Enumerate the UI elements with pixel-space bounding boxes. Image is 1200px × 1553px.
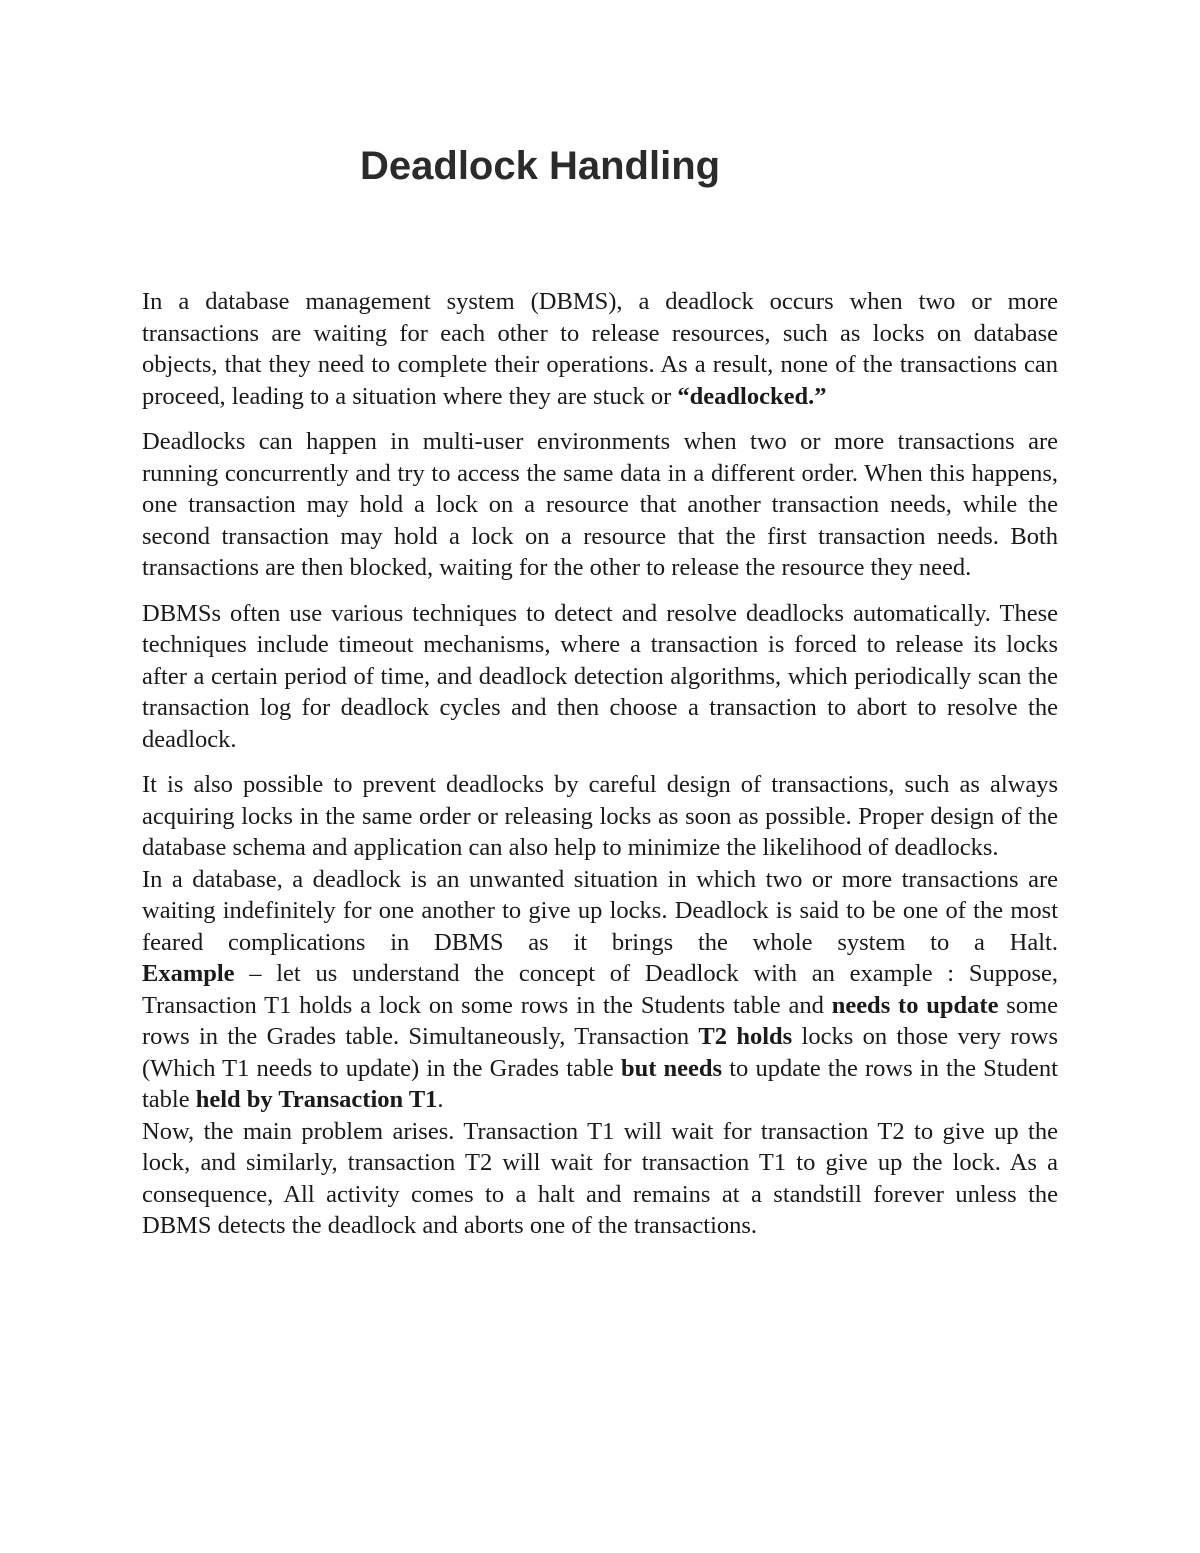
paragraph-detection-techniques: DBMSs often use various techniques to detect and resolve deadlocks automatically. These techniques include timeout mechanisms, where a transaction is forced to release its locks after a certain period of time, and deadlock detection algorithms, which periodically scan the transaction log for deadlock cycles and then choose a transaction to abort to resolve the deadlock. (142, 599, 1058, 753)
deadlocked-term: “deadlocked.” (677, 382, 827, 410)
example-bold-3: but needs (620, 1054, 723, 1082)
paragraph-intro-text: In a database management system (DBMS), a deadlock occurs when two or more transactions are waiting for each other to release resources, such as locks on database objects, that they need to complete their operations. As a result, none of the transactions can proceed, leading to a situation where they are stuck or (142, 288, 1058, 410)
example-text-1: – let us understand the concept of Deadlock with an example : Suppose, Transaction T1 holds a lock on some rows in the Students table and (142, 960, 1058, 1019)
paragraph-consequence: Now, the main problem arises. Transaction T1 will wait for transaction T2 to give up the lock, and similarly, transaction T2 will wait for transaction T1 to give up the lock. As a consequence, All activity comes to a halt and remains at a standstill forever unless the DBMS detects the deadlock and aborts one of the transactions. (142, 1117, 1058, 1239)
paragraph-definition: In a database, a deadlock is an unwanted situation in which two or more transactions are waiting indefinitely for one another to give up locks. Deadlock is said to be one of the most feared complications in DBMS as it brings the whole system to a Halt. (142, 865, 1058, 956)
example-bold-4: held by Transaction T1 (195, 1086, 438, 1113)
example-text-2: some rows in the Grades table. Simultaneously, Transaction (142, 991, 1058, 1050)
example-bold-1: needs to update (831, 991, 999, 1019)
example-label: Example (142, 960, 235, 987)
example-text-5: . (437, 1086, 444, 1113)
example-text-4: to update the rows in the Student table (142, 1054, 1058, 1113)
paragraph-example (142, 958, 1058, 1116)
example-bold-2: T2 holds (698, 1023, 793, 1050)
document-body (142, 286, 1058, 1242)
paragraph-intro (142, 286, 1058, 412)
paragraph-multi-user: Deadlocks can happen in multi-user environments when two or more transactions are running concurrently and try to access the same data in a different order. When this happens, one transaction may hold a lock on a resource that another transaction needs, while the second transaction may hold a lock on a resource that the first transaction needs. Both transactions are then blocked, waiting for the other to release the resource they need. (142, 428, 1058, 581)
paragraph-prevention: It is also possible to prevent deadlocks by careful design of transactions, such as always acquiring locks in the same order or releasing locks as soon as possible. Proper design of the database schema and application can also help to minimize the likelihood of deadlocks. (142, 771, 1058, 861)
page-title: Deadlock Handling (360, 144, 721, 188)
example-text-3: locks on those very rows (Which T1 needs to update) in the Grades table (142, 1023, 1058, 1082)
